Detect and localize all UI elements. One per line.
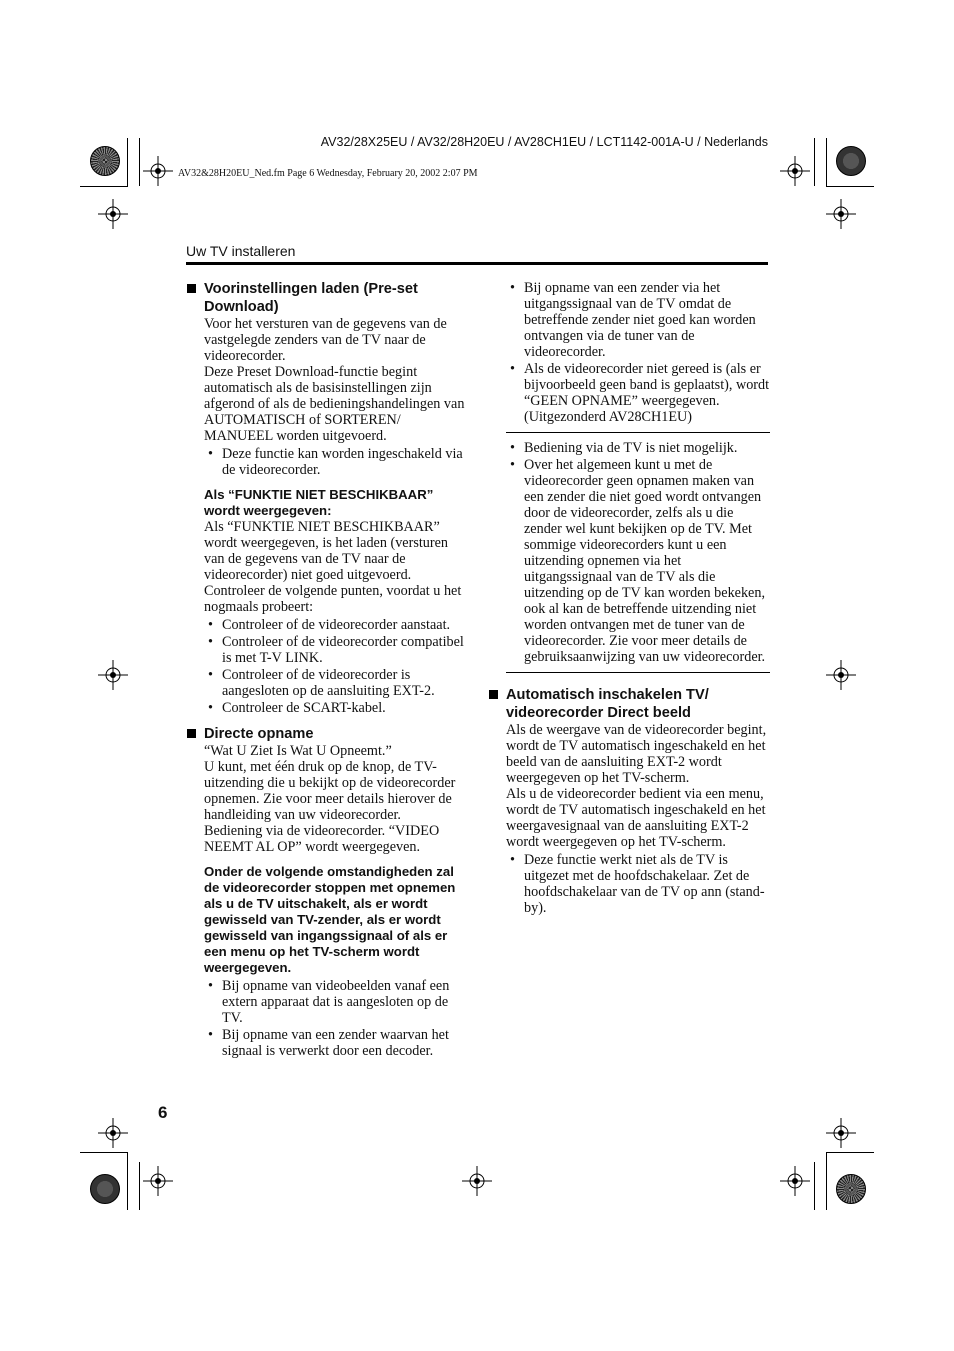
list-item: • Controleer of de videorecorder compatibel is met T-V LINK. bbox=[222, 634, 466, 666]
crop-mark bbox=[826, 1152, 827, 1210]
crop-mark bbox=[80, 1152, 128, 1153]
registration-mark-icon bbox=[462, 1166, 492, 1196]
list-item: • Bij opname van videobeelden vanaf een extern apparaat dat is aangesloten op de TV. bbox=[222, 978, 466, 1026]
registration-mark-icon bbox=[826, 660, 856, 690]
registration-mark-icon bbox=[780, 156, 810, 186]
color-disc-icon bbox=[90, 1174, 120, 1204]
crop-mark bbox=[80, 186, 128, 187]
crop-mark bbox=[826, 1152, 874, 1153]
list-item: • Als de videorecorder niet gereed is (als er bijvoorbeeld geen band is geplaatst), wordt “GEEN OPNAME” weergegeven. (Uitgezonderd AV28CH1EU) bbox=[524, 361, 770, 425]
auto-heading-text: Automatisch inschakelen TV/ videorecorder Direct beeld bbox=[506, 687, 709, 721]
crop-mark bbox=[814, 138, 815, 186]
file-info-line: AV32&28H20EU_Ned.fm Page 6 Wednesday, February 20, 2002 2:07 PM bbox=[178, 168, 478, 179]
preset-sub-heading: Als “FUNKTIE NIET BESCHIKBAAR” wordt weergegeven: bbox=[204, 487, 434, 518]
direct-heading bbox=[186, 725, 466, 743]
registration-mark-icon bbox=[826, 199, 856, 229]
direct-tagline: “Wat U Ziet Is Wat U Opneemt.” bbox=[204, 743, 392, 759]
left-column bbox=[186, 280, 466, 1060]
section-rule bbox=[186, 262, 768, 265]
crop-mark bbox=[826, 186, 874, 187]
list-item: • Over het algemeen kunt u met de videorecorder geen opnamen maken van een zender die niet goed wordt ontvangen door de videorecorder, zelfs als u die zender wel kunt bekijken op de TV. Met sommige videorecorders kunt u een uitzending opnemen via het uitgangssignaal van de TV als die uitzending op de TV kan worden bekeken, ook al kan de betreffende uitzending niet worden ontvangen met de tuner van de videorecorder. Zie voor meer details de gebruiksaanwijzing van uw videorecorder. bbox=[524, 457, 770, 665]
list-item: • Bij opname van een zender waarvan het signaal is verwerkt door een decoder. bbox=[222, 1027, 466, 1059]
auto-bullets bbox=[488, 852, 770, 916]
right-bullets-b bbox=[488, 440, 770, 665]
crop-mark bbox=[814, 1162, 815, 1210]
auto-body-2: Als u de videorecorder bedient via een menu, wordt de TV automatisch ingeschakeld en het weergavesignaal van de aansluiting EXT-2 wordt weergegeven op het TV-scherm. bbox=[506, 786, 766, 850]
section-title: Uw TV installeren bbox=[186, 243, 296, 259]
divider bbox=[506, 432, 770, 433]
divider bbox=[506, 672, 770, 673]
auto-heading bbox=[488, 686, 770, 722]
right-column bbox=[488, 280, 770, 917]
registration-mark-icon bbox=[826, 1118, 856, 1148]
registration-mark-icon bbox=[98, 199, 128, 229]
direct-bullets bbox=[186, 978, 466, 1059]
color-disc-icon bbox=[90, 146, 120, 176]
direct-body-2: Bediening via de videorecorder. “VIDEO NEEMT AL OP” wordt weergegeven. bbox=[204, 823, 440, 855]
list-item: • Bij opname van een zender via het uitgangssignaal van de TV omdat de betreffende zender niet goed kan worden ontvangen via de tuner van de videorecorder. bbox=[524, 280, 770, 360]
registration-mark-icon bbox=[98, 1118, 128, 1148]
list-item: • Bediening via de TV is niet mogelijk. bbox=[524, 440, 770, 456]
model-line: AV32/28X25EU / AV32/28H20EU / AV28CH1EU / LCT1142-001A-U / Nederlands bbox=[320, 135, 768, 149]
preset-heading bbox=[186, 280, 466, 316]
crop-mark bbox=[139, 138, 140, 186]
preset-intro: Voor het versturen van de gegevens van de vastgelegde zenders van de TV naar de videorecorder. bbox=[204, 316, 447, 364]
registration-mark-icon bbox=[780, 1166, 810, 1196]
square-bullet-icon bbox=[489, 690, 498, 699]
registration-mark-icon bbox=[143, 156, 173, 186]
list-item: • Controleer of de videorecorder aanstaat. bbox=[222, 617, 466, 633]
registration-mark-icon bbox=[98, 660, 128, 690]
right-bullets-a bbox=[488, 280, 770, 425]
crop-mark bbox=[826, 138, 827, 186]
square-bullet-icon bbox=[187, 284, 196, 293]
color-disc-icon bbox=[836, 146, 866, 176]
square-bullet-icon bbox=[187, 729, 196, 738]
preset-heading-text: Voorinstellingen laden (Pre-set Download) bbox=[204, 281, 418, 315]
preset-sub-body: Als “FUNKTIE NIET BESCHIKBAAR” wordt weergegeven, is het laden (versturen van de gegevens van de TV naar de videorecorder) niet goed uitgevoerd. Controleer de volgende punten, voordat u het nogmaals probeert: bbox=[204, 519, 462, 615]
registration-mark-icon bbox=[143, 1166, 173, 1196]
page-number: 6 bbox=[158, 1103, 168, 1122]
preset-bullets bbox=[186, 446, 466, 478]
list-item: • Controleer de SCART-kabel. bbox=[222, 700, 466, 716]
preset-checks bbox=[186, 617, 466, 716]
list-item: • Controleer of de videorecorder is aangesloten op de aansluiting EXT-2. bbox=[222, 667, 466, 699]
color-disc-icon bbox=[836, 1174, 866, 1204]
list-item: • Deze functie werkt niet als de TV is uitgezet met de hoofdschakelaar. Zet de hoofdschakelaar van de TV op ann (stand-by). bbox=[524, 852, 770, 916]
crop-mark bbox=[127, 138, 128, 186]
crop-mark bbox=[127, 1152, 128, 1210]
direct-body-1: U kunt, met één druk op de knop, de TV-uitzending die u bekijkt op de videorecorder opnemen. Zie voor meer details hierover de handleiding van uw videorecorder. bbox=[204, 759, 456, 823]
crop-mark bbox=[139, 1162, 140, 1210]
list-item: • Deze functie kan worden ingeschakeld via de videorecorder. bbox=[222, 446, 466, 478]
direct-heading-text: Directe opname bbox=[204, 726, 314, 742]
preset-body: Deze Preset Download-functie begint automatisch als de basisinstellingen zijn afgerond of als de bedieningshandelingen van AUTOMATISCH of SORTEREN/ MANUEEL worden uitgevoerd. bbox=[204, 364, 465, 444]
auto-body-1: Als de weergave van de videorecorder begint, wordt de TV automatisch ingeschakeld en het beeld van de aansluiting EXT-2 wordt weergegeven op het TV-scherm. bbox=[506, 722, 767, 786]
direct-sub-heading: Onder de volgende omstandigheden zal de videorecorder stoppen met opnemen als u de TV uitschakelt, als er wordt gewisseld van TV-zender, als er wordt gewisseld van ingangssignaal of als er een menu op het TV-scherm wordt weergegeven. bbox=[204, 864, 456, 975]
